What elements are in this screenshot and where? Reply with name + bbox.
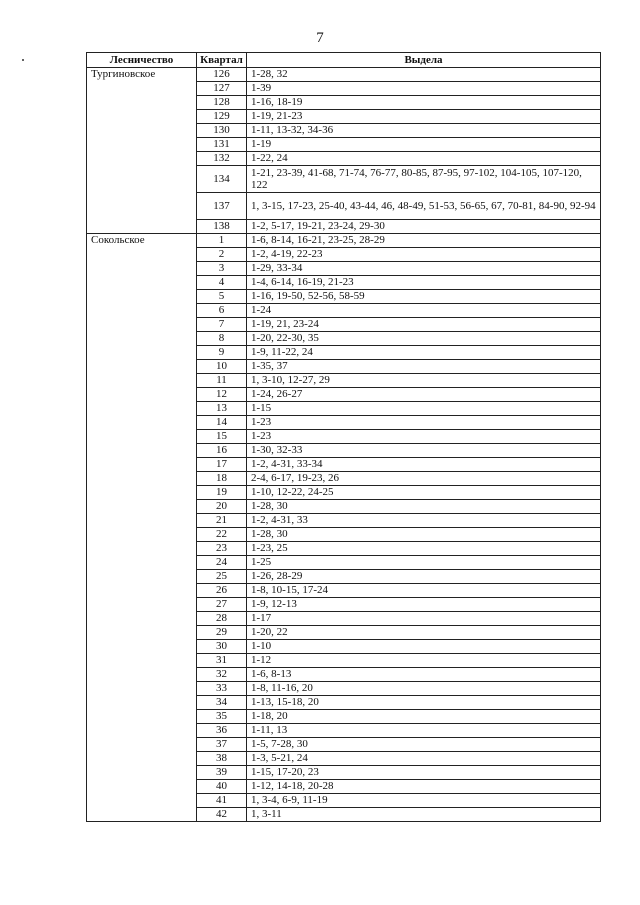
plots-cell: 1-19, 21, 23-24 <box>247 318 601 332</box>
forestry-cell-empty <box>87 416 197 430</box>
plots-cell: 1-22, 24 <box>247 152 601 166</box>
plots-cell: 1, 3-11 <box>247 808 601 822</box>
plots-cell: 1-12 <box>247 654 601 668</box>
quarter-cell: 131 <box>197 138 247 152</box>
page-number: 7 <box>316 30 324 46</box>
table-row <box>87 808 601 822</box>
forestry-cell-empty <box>87 166 197 193</box>
forestry-cell-empty <box>87 332 197 346</box>
table-row <box>87 110 601 124</box>
quarter-cell: 4 <box>197 276 247 290</box>
table-row <box>87 528 601 542</box>
table-row <box>87 138 601 152</box>
header-quarter: Квартал <box>197 53 247 68</box>
quarter-cell: 23 <box>197 542 247 556</box>
forestry-cell-empty <box>87 766 197 780</box>
table-row <box>87 682 601 696</box>
forestry-cell-empty <box>87 724 197 738</box>
quarter-cell: 137 <box>197 193 247 220</box>
quarter-cell: 3 <box>197 262 247 276</box>
quarter-cell: 40 <box>197 780 247 794</box>
plots-cell: 1-2, 5-17, 19-21, 23-24, 29-30 <box>247 220 601 234</box>
quarter-cell: 138 <box>197 220 247 234</box>
scan-speck <box>22 59 24 61</box>
forestry-cell-empty <box>87 584 197 598</box>
table-row <box>87 486 601 500</box>
forestry-cell-empty <box>87 430 197 444</box>
plots-cell: 1-10, 12-22, 24-25 <box>247 486 601 500</box>
plots-cell: 1-35, 37 <box>247 360 601 374</box>
table-row <box>87 514 601 528</box>
table-row <box>87 360 601 374</box>
quarter-cell: 38 <box>197 752 247 766</box>
table-row <box>87 738 601 752</box>
table-row <box>87 640 601 654</box>
forestry-cell-empty <box>87 570 197 584</box>
table-row <box>87 318 601 332</box>
plots-cell: 1-23 <box>247 430 601 444</box>
table-row <box>87 402 601 416</box>
plots-cell: 1, 3-10, 12-27, 29 <box>247 374 601 388</box>
quarter-cell: 130 <box>197 124 247 138</box>
plots-cell: 1-11, 13-32, 34-36 <box>247 124 601 138</box>
plots-cell: 1-16, 18-19 <box>247 96 601 110</box>
plots-cell: 1-11, 13 <box>247 724 601 738</box>
forestry-cell-empty <box>87 346 197 360</box>
table-row <box>87 556 601 570</box>
plots-cell: 1-8, 11-16, 20 <box>247 682 601 696</box>
table-row <box>87 374 601 388</box>
forestry-cell-empty <box>87 110 197 124</box>
forestry-name: Тургиновское <box>87 68 197 82</box>
table-row <box>87 612 601 626</box>
quarter-cell: 10 <box>197 360 247 374</box>
plots-cell: 1-30, 32-33 <box>247 444 601 458</box>
plots-cell: 1-6, 8-13 <box>247 668 601 682</box>
quarter-cell: 28 <box>197 612 247 626</box>
table-row <box>87 220 601 234</box>
plots-cell: 1-39 <box>247 82 601 96</box>
plots-cell: 1-23 <box>247 416 601 430</box>
forestry-cell-empty <box>87 374 197 388</box>
quarter-cell: 9 <box>197 346 247 360</box>
plots-cell: 1-24, 26-27 <box>247 388 601 402</box>
forestry-cell-empty <box>87 808 197 822</box>
table-row <box>87 388 601 402</box>
table-row <box>87 766 601 780</box>
forestry-cell-empty <box>87 542 197 556</box>
forestry-cell-empty <box>87 598 197 612</box>
quarter-cell: 31 <box>197 654 247 668</box>
forestry-cell-empty <box>87 360 197 374</box>
quarter-cell: 13 <box>197 402 247 416</box>
plots-cell: 1-21, 23-39, 41-68, 71-74, 76-77, 80-85, 87-95, 97-102, 104-105, 107-120, 122 <box>247 166 601 193</box>
plots-cell: 1-20, 22-30, 35 <box>247 332 601 346</box>
plots-cell: 1-17 <box>247 612 601 626</box>
quarter-cell: 129 <box>197 110 247 124</box>
forestry-cell-empty <box>87 780 197 794</box>
plots-cell: 1-12, 14-18, 20-28 <box>247 780 601 794</box>
table-row <box>87 152 601 166</box>
forestry-cell-empty <box>87 96 197 110</box>
quarter-cell: 19 <box>197 486 247 500</box>
quarter-cell: 7 <box>197 318 247 332</box>
plots-cell: 1-3, 5-21, 24 <box>247 752 601 766</box>
plots-cell: 1-10 <box>247 640 601 654</box>
forestry-cell-empty <box>87 556 197 570</box>
table-row <box>87 654 601 668</box>
plots-cell: 1-9, 11-22, 24 <box>247 346 601 360</box>
plots-cell: 1-15 <box>247 402 601 416</box>
forestry-cell-empty <box>87 318 197 332</box>
forestry-cell-empty <box>87 248 197 262</box>
plots-cell: 1-5, 7-28, 30 <box>247 738 601 752</box>
plots-cell: 1-19 <box>247 138 601 152</box>
plots-cell: 1-28, 32 <box>247 68 601 82</box>
quarter-cell: 17 <box>197 458 247 472</box>
quarter-cell: 18 <box>197 472 247 486</box>
table-row <box>87 248 601 262</box>
forestry-cell-empty <box>87 794 197 808</box>
table-row <box>87 290 601 304</box>
table-row <box>87 82 601 96</box>
forestry-cell-empty <box>87 444 197 458</box>
forestry-name: Сокольское <box>87 234 197 248</box>
quarter-cell: 26 <box>197 584 247 598</box>
quarter-cell: 132 <box>197 152 247 166</box>
quarter-cell: 12 <box>197 388 247 402</box>
quarter-cell: 22 <box>197 528 247 542</box>
table-row <box>87 346 601 360</box>
quarter-cell: 29 <box>197 626 247 640</box>
plots-cell: 1-19, 21-23 <box>247 110 601 124</box>
table-row <box>87 193 601 220</box>
forestry-cell-empty <box>87 152 197 166</box>
quarter-cell: 27 <box>197 598 247 612</box>
quarter-cell: 21 <box>197 514 247 528</box>
quarter-cell: 41 <box>197 794 247 808</box>
table-row <box>87 304 601 318</box>
table-row <box>87 780 601 794</box>
quarter-cell: 36 <box>197 724 247 738</box>
forestry-cell-empty <box>87 220 197 234</box>
plots-cell: 1-29, 33-34 <box>247 262 601 276</box>
forestry-cell-empty <box>87 696 197 710</box>
plots-cell: 2-4, 6-17, 19-23, 26 <box>247 472 601 486</box>
quarter-cell: 42 <box>197 808 247 822</box>
quarter-cell: 37 <box>197 738 247 752</box>
forestry-cell-empty <box>87 486 197 500</box>
quarter-cell: 34 <box>197 696 247 710</box>
forestry-cell-empty <box>87 138 197 152</box>
plots-cell: 1, 3-4, 6-9, 11-19 <box>247 794 601 808</box>
plots-cell: 1-2, 4-31, 33 <box>247 514 601 528</box>
forestry-cell-empty <box>87 124 197 138</box>
quarter-cell: 11 <box>197 374 247 388</box>
quarter-cell: 25 <box>197 570 247 584</box>
plots-cell: 1-20, 22 <box>247 626 601 640</box>
plots-cell: 1-15, 17-20, 23 <box>247 766 601 780</box>
quarter-cell: 127 <box>197 82 247 96</box>
quarter-cell: 126 <box>197 68 247 82</box>
forestry-cell-empty <box>87 654 197 668</box>
forestry-cell-empty <box>87 304 197 318</box>
plots-cell: 1-25 <box>247 556 601 570</box>
quarter-cell: 24 <box>197 556 247 570</box>
forestry-cell-empty <box>87 640 197 654</box>
forestry-cell-empty <box>87 388 197 402</box>
table-row <box>87 500 601 514</box>
table-row <box>87 416 601 430</box>
quarter-cell: 32 <box>197 668 247 682</box>
forestry-cell-empty <box>87 514 197 528</box>
plots-cell: 1, 3-15, 17-23, 25-40, 43-44, 46, 48-49, 51-53, 56-65, 67, 70-81, 84-90, 92-94 <box>247 193 601 220</box>
forestry-cell-empty <box>87 500 197 514</box>
quarter-cell: 35 <box>197 710 247 724</box>
forestry-cell-empty <box>87 472 197 486</box>
plots-cell: 1-18, 20 <box>247 710 601 724</box>
plots-cell: 1-2, 4-19, 22-23 <box>247 248 601 262</box>
table-row <box>87 472 601 486</box>
plots-cell: 1-26, 28-29 <box>247 570 601 584</box>
quarter-cell: 16 <box>197 444 247 458</box>
forestry-cell-empty <box>87 752 197 766</box>
forestry-cell-empty <box>87 668 197 682</box>
forestry-cell-empty <box>87 612 197 626</box>
table-row <box>87 696 601 710</box>
table-row <box>87 598 601 612</box>
table-row <box>87 276 601 290</box>
quarter-cell: 30 <box>197 640 247 654</box>
plots-cell: 1-28, 30 <box>247 500 601 514</box>
forestry-cell-empty <box>87 458 197 472</box>
table-row <box>87 584 601 598</box>
plots-cell: 1-8, 10-15, 17-24 <box>247 584 601 598</box>
quarter-cell: 8 <box>197 332 247 346</box>
quarter-cell: 33 <box>197 682 247 696</box>
forestry-cell-empty <box>87 626 197 640</box>
table-row <box>87 724 601 738</box>
quarter-cell: 1 <box>197 234 247 248</box>
quarter-cell: 5 <box>197 290 247 304</box>
forest-plots-table <box>86 52 601 822</box>
plots-cell: 1-2, 4-31, 33-34 <box>247 458 601 472</box>
forestry-cell-empty <box>87 682 197 696</box>
table-header-row <box>87 53 601 68</box>
forestry-cell-empty <box>87 262 197 276</box>
header-forestry: Лесничество <box>87 53 197 68</box>
table-row <box>87 570 601 584</box>
table-body <box>87 68 601 822</box>
table-row <box>87 68 601 82</box>
quarter-cell: 14 <box>197 416 247 430</box>
table-row <box>87 234 601 248</box>
table-row <box>87 262 601 276</box>
table-row <box>87 626 601 640</box>
quarter-cell: 15 <box>197 430 247 444</box>
plots-cell: 1-16, 19-50, 52-56, 58-59 <box>247 290 601 304</box>
table-row <box>87 430 601 444</box>
table-row <box>87 458 601 472</box>
table-row <box>87 166 601 193</box>
forestry-cell-empty <box>87 710 197 724</box>
forestry-cell-empty <box>87 276 197 290</box>
plots-cell: 1-23, 25 <box>247 542 601 556</box>
table-row <box>87 96 601 110</box>
table-row <box>87 124 601 138</box>
plots-cell: 1-13, 15-18, 20 <box>247 696 601 710</box>
table-row <box>87 332 601 346</box>
plots-cell: 1-4, 6-14, 16-19, 21-23 <box>247 276 601 290</box>
quarter-cell: 2 <box>197 248 247 262</box>
quarter-cell: 20 <box>197 500 247 514</box>
quarter-cell: 6 <box>197 304 247 318</box>
table-row <box>87 752 601 766</box>
table-row <box>87 542 601 556</box>
table-row <box>87 668 601 682</box>
plots-cell: 1-9, 12-13 <box>247 598 601 612</box>
forestry-cell-empty <box>87 402 197 416</box>
forestry-cell-empty <box>87 193 197 220</box>
table-row <box>87 444 601 458</box>
plots-cell: 1-24 <box>247 304 601 318</box>
table-row <box>87 710 601 724</box>
table-row <box>87 794 601 808</box>
quarter-cell: 39 <box>197 766 247 780</box>
quarter-cell: 134 <box>197 166 247 193</box>
plots-cell: 1-28, 30 <box>247 528 601 542</box>
forestry-cell-empty <box>87 738 197 752</box>
header-plots: Выдела <box>247 53 601 68</box>
forestry-cell-empty <box>87 290 197 304</box>
forestry-cell-empty <box>87 82 197 96</box>
quarter-cell: 128 <box>197 96 247 110</box>
plots-cell: 1-6, 8-14, 16-21, 23-25, 28-29 <box>247 234 601 248</box>
forestry-cell-empty <box>87 528 197 542</box>
